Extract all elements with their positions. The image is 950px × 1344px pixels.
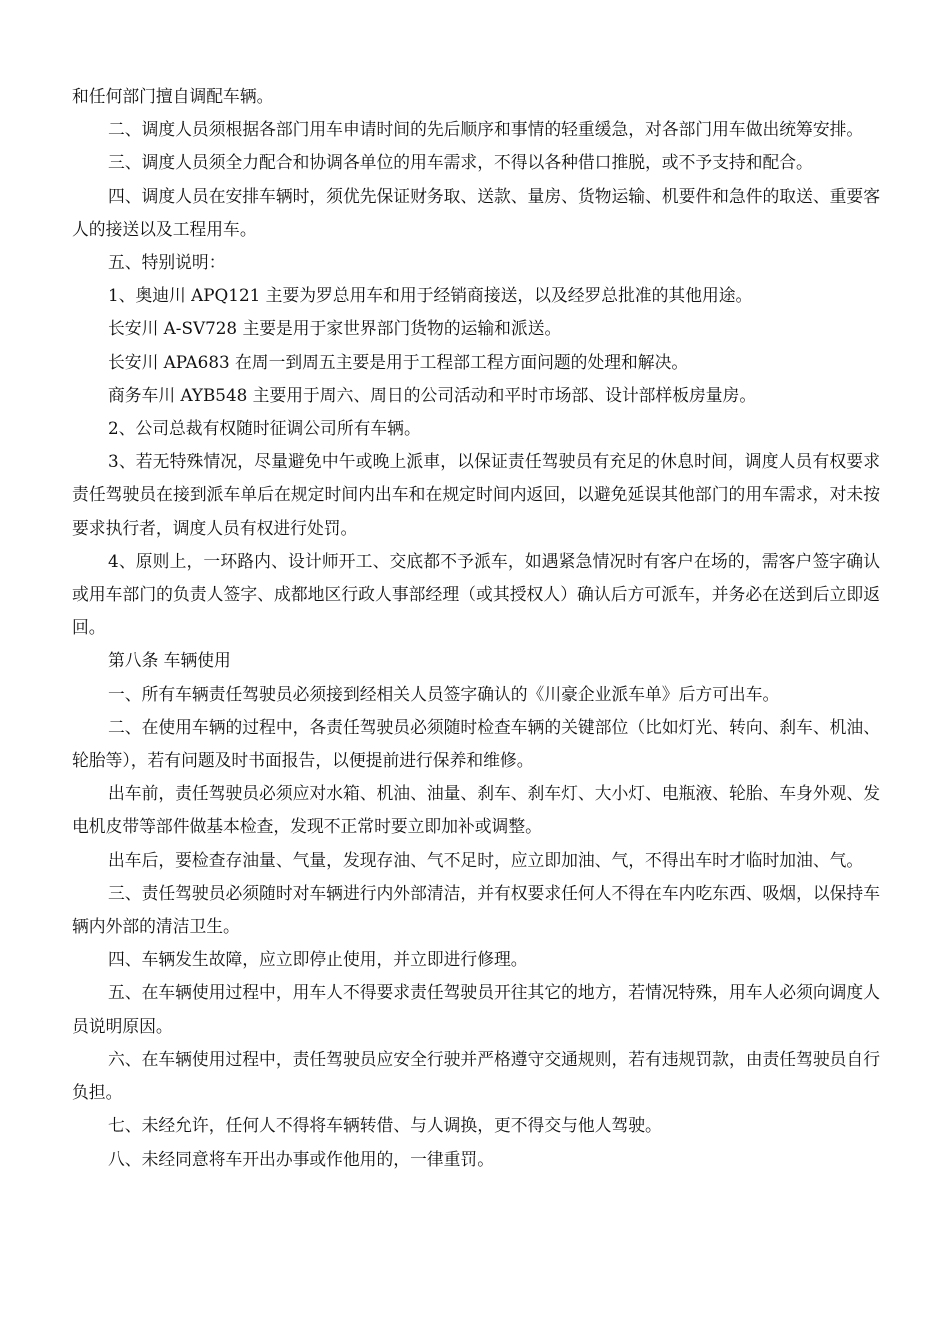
paragraph-special-notes-heading: 五、特别说明： [108, 252, 226, 273]
paragraph-rule-4: 四、调度人员在安排车辆时，须优先保证财务取、送款、量房、货物运输、机要件和急件的取送、重要客人的接送以及工程用车。 [72, 185, 880, 239]
paragraph-rule-3: 三、调度人员须全力配合和协调各单位的用车需求，不得以各种借口推脱，或不予支持和配合。 [108, 152, 813, 173]
section-heading-article-8: 第八条 车辆使用 [108, 650, 231, 671]
paragraph-note-2: 2、公司总裁有权随时征调公司所有车辆。 [108, 418, 421, 439]
paragraph-usage-4: 四、车辆发生故障，应立即停止使用，并立即进行修理。 [108, 949, 528, 970]
paragraph-note-changan-sv728: 长安川 A-SV728 主要是用于家世界部门货物的运输和派送。 [108, 318, 562, 339]
paragraph-usage-7: 七、未经允许，任何人不得将车辆转借、与人调换，更不得交与他人驾驶。 [108, 1115, 662, 1136]
paragraph-note-business-car: 商务车川 AYB548 主要用于周六、周日的公司活动和平时市场部、设计部样板房量房。 [108, 384, 757, 405]
paragraph-usage-8: 八、未经同意将车开出办事或作他用的，一律重罚。 [108, 1148, 494, 1169]
document-page [72, 80, 880, 1176]
paragraph-note-1-audi: 1、奥迪川 APQ121 主要为罗总用车和用于经销商接送，以及经罗总批准的其他用途。 [108, 285, 753, 306]
paragraph-usage-2: 二、在使用车辆的过程中，各责任驾驶员必须随时检查车辆的关键部位（比如灯光、转向、刹车、机油、轮胎等），若有问题及时书面报告，以便提前进行保养和维修。 [72, 716, 880, 771]
paragraph-usage-5: 五、在车辆使用过程中，用车人不得要求责任驾驶员开往其它的地方，若情况特殊，用车人必须向调度人员说明原因。 [72, 982, 880, 1036]
paragraph-note-changan-apa683: 长安川 APA683 在周一到周五主要是用于工程部工程方面问题的处理和解决。 [108, 351, 689, 372]
paragraph-note-3: 3、若无特殊情况，尽量避免中午或晚上派車，以保证责任驾驶员有充足的休息时间，调度人员有权要求责任驾驶员在接到派车单后在规定时间内出车和在规定时间内返回，以避免延误其他部门的用车需求，对未按要求执行者，调度人员有权进行处罚。 [72, 451, 880, 538]
paragraph-usage-6: 六、在车辆使用过程中，责任驾驶员应安全行驶并严格遵守交通规则，若有违规罚款，由责任驾驶员自行负担。 [72, 1048, 880, 1103]
paragraph-note-4: 4、原则上，一环路内、设计师开工、交底都不予派车，如遇紧急情况时有客户在场的，需客户签字确认或用车部门的负责人签字、成都地区行政人事部经理（或其授权人）确认后方可派车，并务必在送到后立即返回。 [72, 550, 880, 638]
paragraph-usage-3: 三、责任驾驶员必须随时对车辆进行内外部清洁，并有权要求任何人不得在车内吃东西、吸烟，以保持车辆内外部的清洁卫生。 [72, 882, 880, 937]
paragraph-usage-1: 一、所有车辆责任驾驶员必须接到经相关人员签字确认的《川豪企业派车单》后方可出车。 [108, 683, 780, 704]
paragraph-after-departure: 出车后，要检查存油量、气量，发现存油、气不足时，应立即加油、气，不得出车时才临时加油、气。 [108, 849, 864, 870]
paragraph-rule-2: 二、调度人员须根据各部门用车申请时间的先后顺序和事情的轻重缓急，对各部门用车做出统筹安排。 [108, 119, 864, 140]
paragraph-before-departure: 出车前，责任驾驶员必须应对水箱、机油、油量、刹车、刹车灯、大小灯、电瓶液、轮胎、车身外观、发电机皮带等部件做基本检查，发现不正常时要立即加补或调整。 [72, 783, 880, 837]
paragraph-continuation: 和任何部门擅自调配车辆。 [72, 86, 274, 106]
